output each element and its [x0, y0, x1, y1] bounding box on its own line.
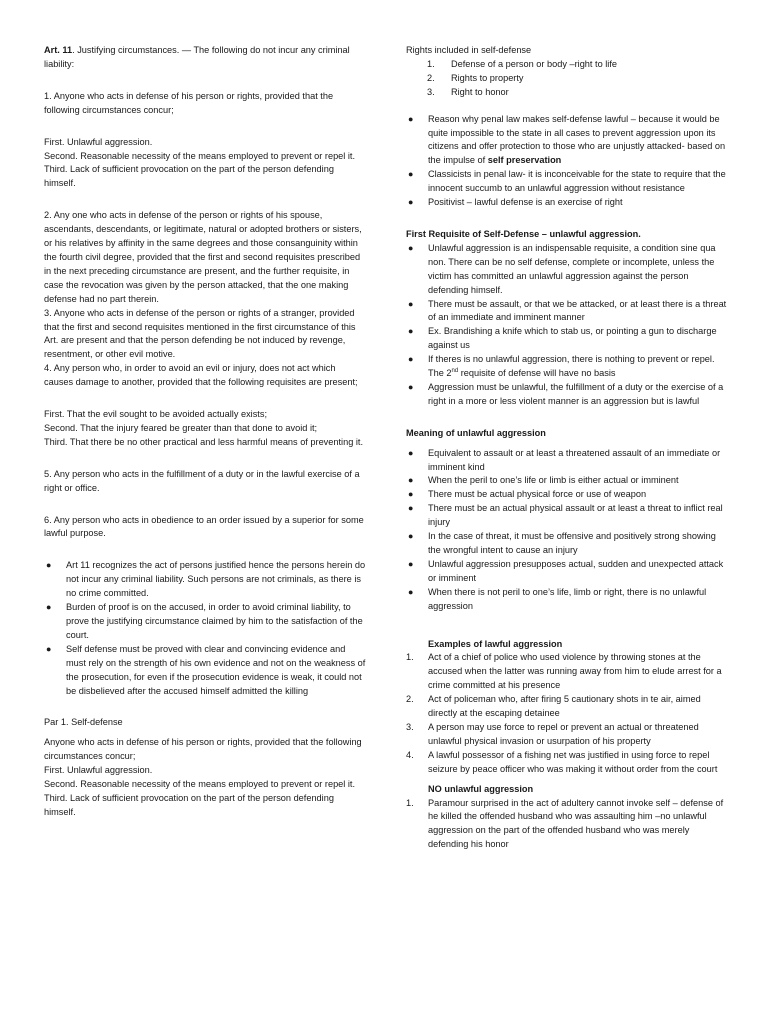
section-line: Anyone who acts in defense of his person or rights, provided that the following circumstances concur;: [44, 737, 362, 762]
article-number: Art. 11: [44, 45, 73, 55]
list-item: ● There must be an actual physical assault or at least a threat to inflict real injury: [408, 503, 723, 528]
list-item: 2. Rights to property: [427, 72, 524, 83]
no-aggression-title: NO unlawful aggression: [428, 783, 534, 794]
reason-list: [406, 113, 728, 210]
list-item: ● If theres is no unlawful aggression, there is nothing to prevent or repel. The 2nd requisite of defense will have no basis: [408, 354, 715, 379]
rights-list: [406, 58, 728, 100]
rights-title: Rights included in self-defense: [406, 45, 532, 55]
bullet-icon: ●: [408, 475, 414, 486]
bullet-icon: ●: [46, 643, 52, 654]
requisite-line: First. That the evil sought to be avoided actually exists;: [44, 409, 267, 420]
bullet-icon: ●: [408, 113, 414, 124]
meaning-title: Meaning of unlawful aggression: [406, 427, 546, 438]
first-requisite-list: [406, 242, 728, 409]
examples-title: Examples of lawful aggression: [428, 638, 563, 649]
list-item: ● When the peril to one’s life or limb is either actual or imminent: [406, 474, 728, 488]
list-item: 1. Paramour surprised in the act of adultery cannot invoke self – defense of he killed the offended husband who was assaulting him –no unlawful aggression on the part of the offended husband who was merely defending his honor: [406, 797, 724, 850]
list-item: 2. Act of policeman who, after firing 5 cautionary shots in te air, aimed directly at the escaping detainee: [406, 694, 701, 719]
list-item: ● Ex. Brandishing a knife which to stab us, or pointing a gun to discharge against us: [408, 326, 717, 351]
list-item: ● Reason why penal law makes self-defense lawful – because it would be quite impossible to the state in all cases to prevent aggression upon its citizens and offer protection to those who are unjustly attacked- based on the impulse of self preservation: [408, 113, 726, 166]
no-aggression-list: [406, 797, 728, 853]
requisite-line: Third. Lack of sufficient provocation on the part of the person defending himself.: [44, 164, 334, 189]
examples-list: [406, 651, 728, 776]
list-item: ● Positivist – lawful defense is an exercise of right: [406, 196, 728, 210]
list-item: ● Unlawful aggression presupposes actual, sudden and unexpected attack or imminent: [408, 558, 724, 583]
list-item: ● In the case of threat, it must be offensive and positively strong showing the wrongful intent to cause an injury: [408, 531, 716, 555]
article-heading: [44, 44, 366, 72]
list-item: ● Self defense must be proved with clear and convincing evidence and must rely on the strength of his own evidence and not on the weakness of the prosecution, for even if the prosecution evidence is weak, it could not be disbelieved after the accused himself admitted the killing: [46, 643, 366, 696]
list-item: ● Equivalent to assault or at least a threatened assault of an immediate or imminent kind: [408, 447, 721, 472]
list-item: ● When there is not peril to one’s life, limb or right, there is no unlawful aggression: [408, 586, 707, 611]
bullet-icon: ●: [408, 242, 414, 253]
list-item: 3. Right to honor: [427, 86, 509, 97]
meaning-list: [406, 447, 728, 614]
list-item: 1. Act of a chief of police who used violence by throwing stones at the accused when the latter was running away from him to elude arrest for a crime committed at his presence: [406, 652, 722, 691]
list-item: ● Art 11 recognizes the act of persons justified hence the persons herein do not incur any criminal liability. Such persons are not criminals, as there is no crime committed.: [46, 560, 366, 599]
list-item: ● Classicists in penal law- it is inconceivable for the state to require that the innocent succumb to an unlawful aggression without resistance: [408, 169, 726, 194]
list-item: 4. A lawful possessor of a fishing net was justified in using force to repel seizure by peace officer who was making it without order from the court: [406, 749, 718, 774]
bullet-icon: ●: [408, 531, 414, 542]
bullet-icon: ●: [46, 560, 52, 571]
list-item: ● Burden of proof is on the accused, in order to avoid criminal liability, to prove the justifying circumstance claimed by him to the satisfaction of the court.: [46, 602, 363, 640]
bullet-icon: ●: [408, 558, 414, 569]
paragraph-5: 5. Any person who acts in the fulfillment of a duty or in the lawful exercise of a right or office.: [44, 468, 360, 493]
list-item: ● There must be actual physical force or use of weapon: [406, 488, 728, 502]
section-line: Third. Lack of sufficient provocation on the part of the person defending himself.: [44, 792, 334, 817]
list-item: 3. A person may use force to repel or prevent an actual or threatened unlawful physical invasion or usurpation of his property: [406, 721, 699, 746]
paragraph-6: 6. Any person who acts in obedience to an order issued by a superior for some lawful purpose.: [44, 514, 364, 539]
bullet-icon: ●: [408, 503, 414, 514]
bullet-icon: ●: [408, 298, 414, 309]
section-line: Second. Reasonable necessity of the means employed to prevent or repel it.: [44, 779, 356, 790]
first-requisite-title: First Requisite of Self-Defense – unlawful aggression.: [406, 228, 641, 239]
bullet-icon: ●: [408, 169, 414, 180]
bullet-icon: ●: [408, 447, 414, 458]
right-column: [406, 44, 728, 852]
requisite-line: Second. Reasonable necessity of the means employed to prevent or repel it.: [44, 150, 356, 161]
list-item: ● There must be assault, or that we be attacked, or at least there is a threat of an immediate and imminent manner: [408, 298, 727, 323]
bullet-icon: ●: [408, 489, 414, 500]
list-item: 1. Defense of a person or body –right to life: [427, 58, 617, 69]
section-title: Par 1. Self-defense: [44, 717, 123, 728]
list-item: ● Unlawful aggression is an indispensable requisite, a condition sine qua non. There can be no self defense, complete or incomplete, unless the victim has committed an unlawful aggression against the person defending himself.: [408, 242, 716, 295]
bullet-icon: ●: [408, 354, 414, 365]
bullet-icon: ●: [408, 326, 414, 337]
article-title: . Justifying circumstances. — The following do not incur any criminal liability:: [44, 45, 350, 69]
list-item: ● Aggression must be unlawful, the fulfillment of a duty or the exercise of a right in a more or less violent manner is an aggression but is lawful: [408, 381, 724, 406]
requisite-line: Second. That the injury feared be greater than that done to avoid it;: [44, 422, 318, 433]
paragraph-1: 1. Anyone who acts in defense of his person or rights, provided that the following circumstances concur;: [44, 90, 334, 115]
paragraph-2: 2. Any one who acts in defense of the person or rights of his spouse, ascendants, descendants, or legitimate, natural or adopted brothers or sisters, or his relatives by affinity in the same degrees and those consanguinity within the fourth civil degree, provided that the first and second requisites prescribed in the next preceding circumstance are present, and the further requisite, in case the revocation was given by the person attacked, that the one making defense had no part therein.: [44, 210, 362, 304]
bullet-icon: ●: [46, 602, 52, 613]
bullet-icon: ●: [408, 197, 414, 208]
commentary-list: [44, 559, 366, 698]
bullet-icon: ●: [408, 586, 414, 597]
paragraph-3: 3. Anyone who acts in defense of the person or rights of a stranger, provided that the first and second requisites mentioned in the first circumstance of this Art. are present and that the person defending be not induced by revenge, resentment, or other evil motive.: [44, 307, 356, 360]
requisite-line: Third. That there be no other practical and less harmful means of preventing it.: [44, 436, 364, 447]
left-column: [44, 44, 366, 820]
requisite-line: First. Unlawful aggression.: [44, 136, 153, 147]
section-line: First. Unlawful aggression.: [44, 765, 153, 776]
bullet-icon: ●: [408, 381, 414, 392]
paragraph-4: 4. Any person who, in order to avoid an evil or injury, does not act which causes damage to another, provided that the following requisites are present;: [44, 363, 358, 388]
